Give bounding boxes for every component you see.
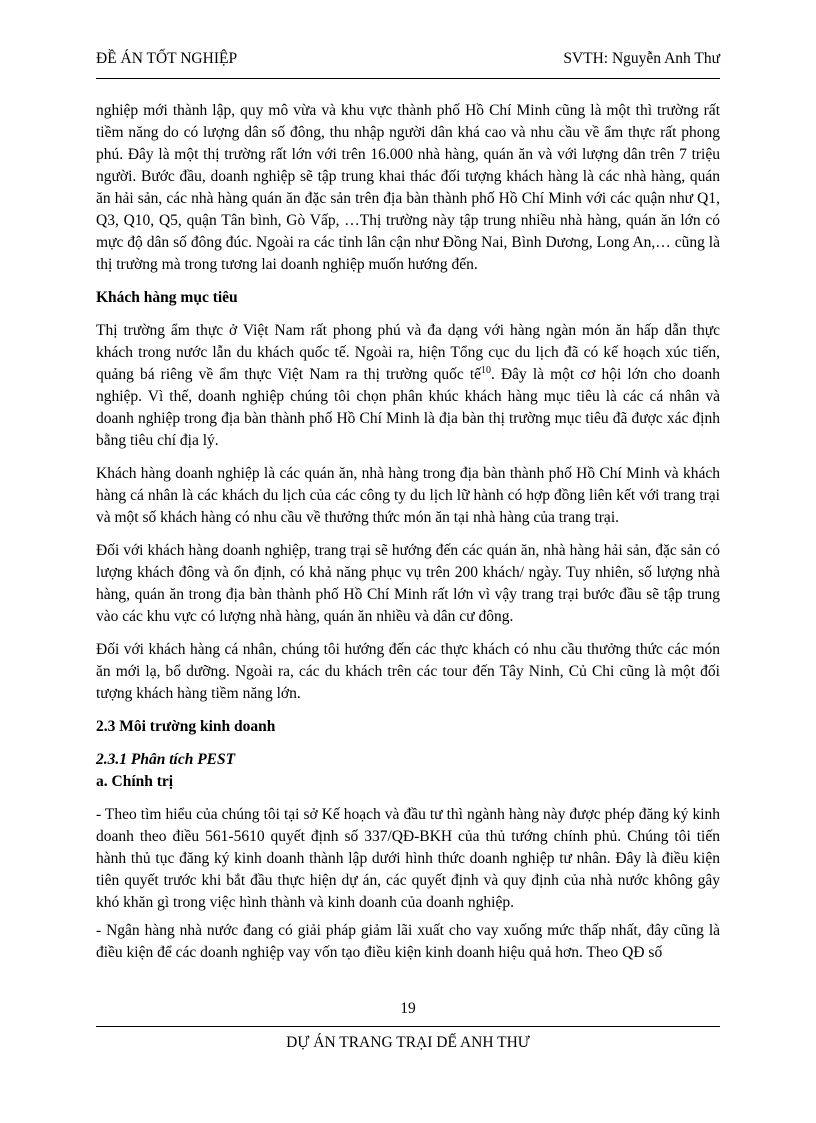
paragraph-interest-rate: - Ngân hàng nhà nước đang có giải pháp giảm lãi xuất cho vay xuống mức thấp nhất, đây cũng là điều kiện để các doanh nghiệp vay vốn tạo điều kiện kinh doanh hiệu quả hơn. Theo QĐ số [96, 922, 720, 961]
paragraph-market: nghiệp mới thành lập, quy mô vừa và khu vực thành phố Hồ Chí Minh cũng là một thì trường rất tiềm năng do có lượng dân số đông, thu nhập người dân khá cao và nhu cầu về ẩm thực rất phong phú. Đây là một thị trường rất lớn với trên 16.000 nhà hàng, quán ăn và với lượng dân trên 7 triệu người. Bước đầu, doanh nghiệp sẽ tập trung khai thác đối tượng khách hàng là các nhà hàng, quán ăn hải sản, các nhà hàng quán ăn đặc sản trên địa bàn thành phố Hồ Chí Minh với các quận như Q1, Q3, Q10, Q5, quận Tân bình, Gò Vấp, …Thị trường này tập trung nhiều nhà hàng, quán ăn lớn có mực độ dân số đông đúc. Ngoài ra các tỉnh lân cận như Đồng Nai, Bình Dương, Long An,… cũng là thị trường mà trong tương lai doanh nghiệp muốn hướng đến. [96, 102, 720, 273]
heading-business-environment: 2.3 Môi trường kinh doanh [96, 718, 276, 735]
header-rule [96, 78, 720, 79]
heading-pest-analysis: 2.3.1 Phân tích PEST [96, 751, 236, 768]
paragraph-enterprise-customers: Đối với khách hàng doanh nghiệp, trang trại sẽ hướng đến các quán ăn, nhà hàng hải sản, đặc sản có lượng khách đông và ổn định, có khả năng phục vụ trên 200 khách/ ngày. Tuy nhiên, số lượng nhà hàng, quán ăn trong địa bàn thành phố Hồ Chí Minh rất lớn vì vậy trang trại bước đầu sẽ tập trung vào các khu vực có lượng nhà hàng, quán ăn nhiều và dân cư đông. [96, 542, 720, 625]
footnote-ref[interactable]: 10 [481, 364, 492, 376]
header-title: ĐỀ ÁN TỐT NGHIỆP [96, 50, 238, 67]
page-number: 19 [400, 1000, 416, 1017]
paragraph-cuisine-text-b: . Đây là một cơ hội lớn cho doanh nghiệp. Vì thế, doanh nghiệp chúng tôi chọn phân khúc khách hàng mục tiêu là các cá nhân và doanh nghiệp trong địa bàn thành phố Hồ Chí Minh là địa bàn thị trường mục tiêu đã được xác định bằng tiêu chí địa lý. [96, 366, 720, 449]
page-body [96, 100, 720, 964]
paragraph-registration: - Theo tìm hiểu của chúng tôi tại sở Kế hoạch và đầu tư thì ngành hàng này được phép đăng ký kinh doanh theo điều 561-5610 quyết định số 337/QĐ-BKH của thủ tướng chính phủ. Chúng tôi tiến hành thủ tục đăng ký kinh doanh thành lập dưới hình thức doanh nghiệp tư nhân. Đây là điều kiện tiên quyết trước khi bắt đầu thực hiện dự án, các quyết định và quy định của nhà nước không gây khó khăn gì trong việc hình thành và kinh doanh của doanh nghiệp. [96, 806, 720, 911]
footer-rule [96, 1026, 720, 1027]
paragraph-cuisine-text-a: Thị trường ẩm thực ở Việt Nam rất phong phú và đa dạng với hàng ngàn món ăn hấp dẫn thực khách trong nước lẫn du khách quốc tế. Ngoài ra, hiện Tổng cục du lịch đã có kế hoạch xúc tiến, quảng bá riêng về ẩm thực Việt Nam ra thị trường quốc tế [96, 322, 720, 383]
paragraph-individual-customers: Đối với khách hàng cá nhân, chúng tôi hướng đến các thực khách có nhu cầu thưởng thức các món ăn mới lạ, bổ dưỡng. Ngoài ra, các du khách trên các tour đến Tây Ninh, Củ Chi cũng là một đối tượng khách hàng tiềm năng lớn. [96, 641, 720, 702]
heading-politics: a. Chính trị [96, 773, 174, 790]
page-footer: DỰ ÁN TRANG TRẠI DẾ ANH THƯ [286, 1034, 530, 1051]
header-author: SVTH: Nguyễn Anh Thư [563, 50, 720, 67]
page-header [96, 50, 720, 72]
paragraph-business-customers: Khách hàng doanh nghiệp là các quán ăn, nhà hàng trong địa bàn thành phố Hồ Chí Minh và khách hàng cá nhân là các khách du lịch của các công ty du lịch lữ hành có hợp đồng liên kết với trang trại và một số khách hàng có nhu cầu về thưởng thức món ăn tại nhà hàng của trang trại. [96, 465, 720, 526]
paragraph-cuisine [96, 320, 720, 452]
heading-target-customers: Khách hàng mục tiêu [96, 289, 238, 306]
